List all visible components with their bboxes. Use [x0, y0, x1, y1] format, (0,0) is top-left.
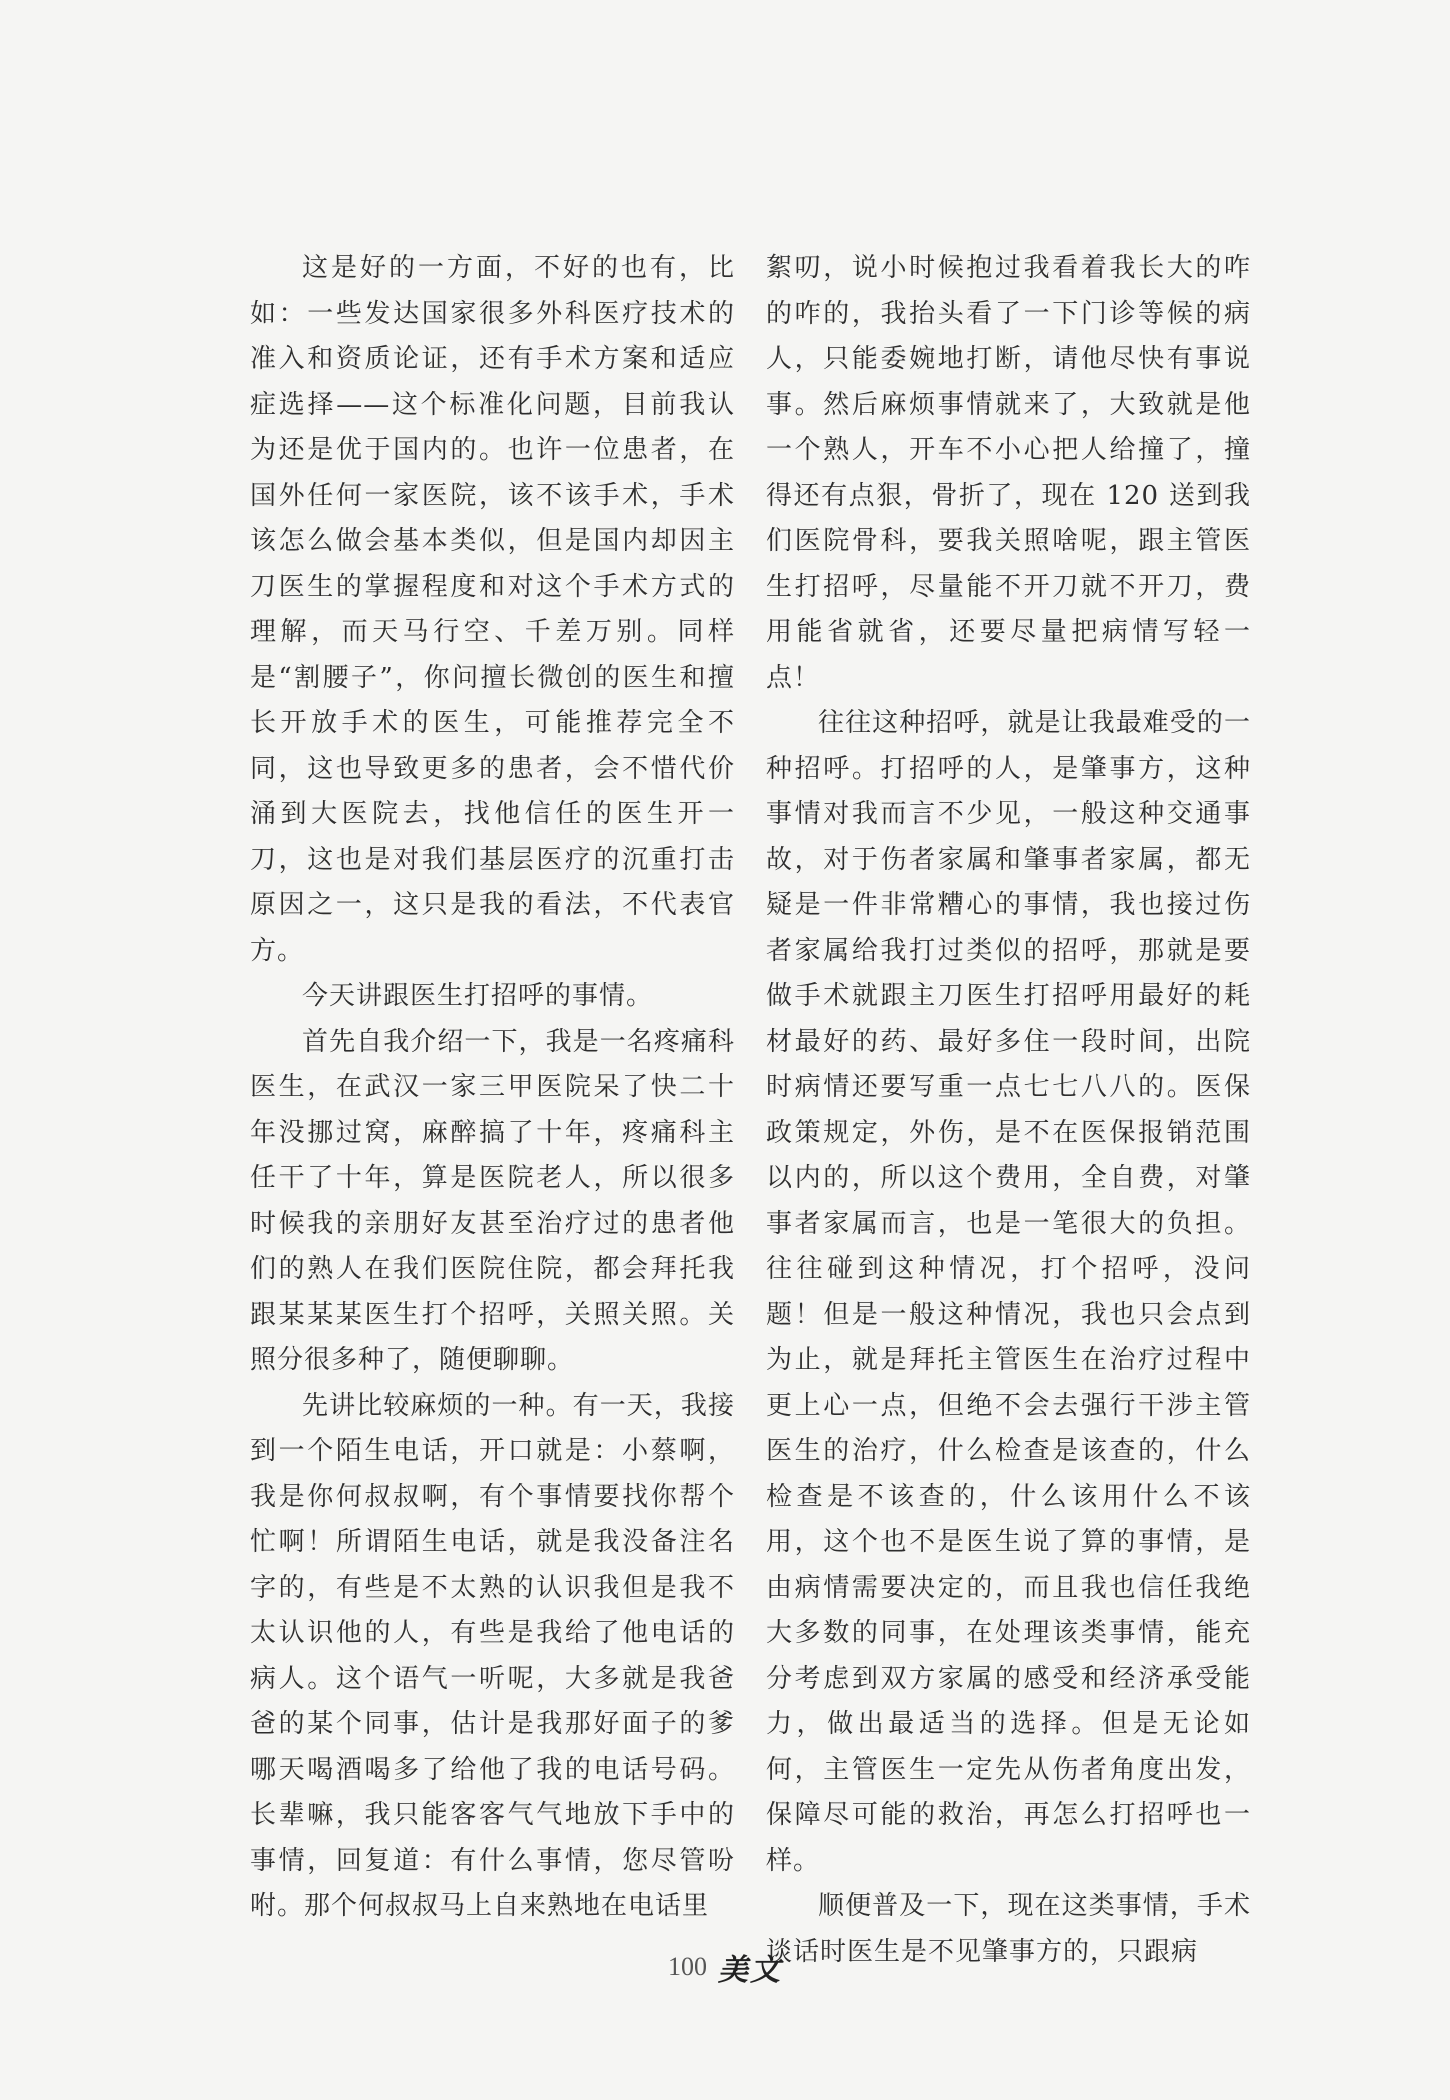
paragraph: 顺便普及一下，现在这类事情，手术谈话时医生是不见肇事方的，只跟病	[766, 1891, 1251, 1967]
page-number: 100	[667, 1952, 707, 1981]
page-footer	[0, 1945, 1450, 1989]
paragraph-continued: 絮叨，说小时候抱过我看着我长大的咋的咋的，我抬头看了一下门诊等候的病人，只能委婉地打断，请他尽快有事说事。然后麻烦事情就来了，大致就是他一个熟人，开车不小心把人给撞了，撞得还有点狠，骨折了，现在 120 送到我们医院骨科，要我关照啥呢，跟主管医生打招呼，尽量能不开刀就不开刀，费用能省就省，还要尽量把病情写轻一点！	[766, 253, 1251, 693]
paragraph: 首先自我介绍一下，我是一名疼痛科医生，在武汉一家三甲医院呆了快二十年没挪过窝，麻醉搞了十年，疼痛科主任干了十年，算是医院老人，所以很多时候我的亲朋好友甚至治疗过的患者他们的熟人在我们医院住院，都会拜托我跟某某某医生打个招呼，关照关照。关照分很多种了，随便聊聊。	[250, 1026, 735, 1375]
paragraph: 往往这种招呼，就是让我最难受的一种招呼。打招呼的人，是肇事方，这种事情对我而言不少见，一般这种交通事故，对于伤者家属和肇事者家属，都无疑是一件非常糟心的事情，我也接过伤者家属给我打过类似的招呼，那就是要做手术就跟主刀医生打招呼用最好的耗材最好的药、最好多住一段时间，出院时病情还要写重一点七七八八的。医保政策规定，外伤，是不在医保报销范围以内的，所以这个费用，全自费，对肇事者家属而言，也是一笔很大的负担。往往碰到这种情况，打个招呼，没问题！但是一般这种情况，我也只会点到为止，就是拜托主管医生在治疗过程中更上心一点，但绝不会去强行干涉主管医生的治疗，什么检查是该查的，什么检查是不该查的，什么该用什么不该用，这个也不是医生说了算的事情，是由病情需要决定的，而且我也信任我绝大多数的同事，在处理该类事情，能充分考虑到双方家属的感受和经济承受能力，做出最适当的选择。但是无论如何，主管医生一定先从伤者角度出发，保障尽可能的救治，再怎么打招呼也一样。	[766, 708, 1251, 1876]
paragraph: 今天讲跟医生打招呼的事情。	[302, 981, 654, 1011]
paragraph: 先讲比较麻烦的一种。有一天，我接到一个陌生电话，开口就是：小蔡啊，我是你何叔叔啊，有个事情要找你帮个忙啊！所谓陌生电话，就是我没备注名字的，有些是不太熟的认识我但是我不太认识他的人，有些是我给了他电话的病人。这个语气一听呢，大多就是我爸爸的某个同事，估计是我那好面子的爹哪天喝酒喝多了给他了我的电话号码。长辈嘛，我只能客客气气地放下手中的事情，回复道：有什么事情，您尽管吩咐。那个何叔叔马上自来熟地在电话里	[250, 1390, 735, 1921]
magazine-logo: 美文	[718, 1953, 783, 1988]
right-column	[766, 246, 1251, 1975]
left-column	[250, 246, 735, 1930]
paragraph: 这是好的一方面，不好的也有，比如：一些发达国家很多外科医疗技术的准入和资质论证，还有手术方案和适应症选择——这个标准化问题，目前我认为还是优于国内的。也许一位患者，在国外任何一家医院，该不该手术，手术该怎么做会基本类似，但是国内却因主刀医生的掌握程度和对这个手术方式的理解，而天马行空、千差万别。同样是“割腰子”，你问擅长微创的医生和擅长开放手术的医生，可能推荐完全不同，这也导致更多的患者，会不惜代价涌到大医院去，找他信任的医生开一刀，这也是对我们基层医疗的沉重打击原因之一，这只是我的看法，不代表官方。	[250, 253, 735, 966]
